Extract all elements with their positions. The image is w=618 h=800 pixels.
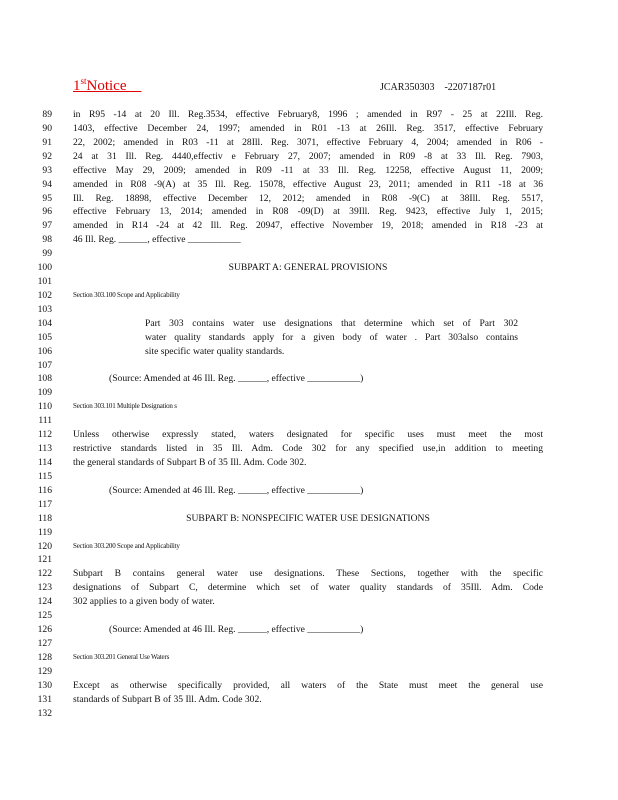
document-line: [0, 150, 618, 163]
line-number: 110: [37, 401, 52, 413]
line-text: amended in R14 -24 at 42 Ill. Reg. 20947, effective November 19, 2018; amended in R18 -23 at: [73, 220, 543, 232]
document-line: [0, 164, 618, 177]
document-line: [0, 456, 618, 469]
line-number: 92: [42, 150, 52, 162]
document-line: [0, 665, 618, 678]
document-line: [0, 512, 618, 525]
line-number: 111: [38, 415, 52, 427]
line-text: 1403, effective December 24, 1997; amended in R01 -13 at 26Ill. Reg. 3517, effective February: [73, 122, 543, 134]
line-number: 102: [37, 289, 52, 301]
line-number: 112: [37, 429, 52, 441]
document-line: [0, 275, 618, 288]
document-line: [0, 345, 618, 358]
line-number: 119: [37, 526, 52, 538]
line-number: 129: [37, 665, 52, 677]
line-text: restrictive standards listed in 35 Ill. Adm. Code 302 for any specified use,in addition to meeting: [73, 443, 543, 455]
line-text: 24 at 31 Ill. Reg. 4440,effectiv e February 27, 2007; amended in R09 -8 at 33 Ill. Reg. 7903,: [73, 150, 543, 162]
document-line: [0, 178, 618, 191]
document-line: [0, 567, 618, 580]
line-number: 116: [37, 484, 52, 496]
notice-title: 1stNotice: [73, 76, 127, 94]
line-text: effective May 29, 2009; amended in R09 -11 at 33 Ill. Reg. 12258, effective August 11, 2009;: [73, 164, 543, 176]
line-number: 122: [37, 568, 52, 580]
line-number: 126: [37, 624, 52, 636]
section-heading: Section 303.100 Scope and Applicability: [73, 290, 180, 299]
line-number: 105: [37, 331, 52, 343]
source-note: (Source: Amended at 46 Ill. Reg. ______, effective ___________): [109, 373, 364, 385]
line-text: designations of Subpart C, determine which set of water quality standards of 35Ill. Adm. Code: [73, 582, 543, 594]
document-line: [0, 693, 618, 706]
line-text: Unless otherwise expressly stated, waters designated for specific uses must meet the most: [73, 429, 543, 441]
document-line: [0, 526, 618, 539]
line-number: 114: [37, 457, 52, 468]
line-number: 120: [37, 540, 52, 552]
line-number: 94: [42, 178, 52, 190]
document-code: JCAR350303 -2207187r01: [380, 82, 497, 93]
line-number: 131: [37, 693, 52, 705]
line-text: amended in R08 -9(A) at 35 Ill. Reg. 15078, effective August 23, 2011; amended in R11 -18 at 36: [73, 178, 543, 190]
document-line: [0, 553, 618, 566]
line-text: effective February 13, 2014; amended in R08 -09(D) at 39Ill. Reg. 9423, effective July 1, 2015;: [73, 206, 543, 218]
line-number: 130: [37, 679, 52, 691]
document-line: [0, 623, 618, 636]
document-line: [0, 331, 618, 344]
line-text: Ill. Reg. 18898, effective December 12, 2012; amended in R08 -9(C) at 38Ill. Reg. 5517,: [73, 192, 543, 204]
document-line: [0, 484, 618, 497]
line-text: site specific water quality standards.: [145, 345, 285, 357]
subpart-heading: SUBPART A: GENERAL PROVISIONS: [228, 262, 388, 274]
line-text: 46 Ill. Reg. ______, effective ___________: [73, 234, 241, 246]
line-number: 132: [37, 707, 52, 719]
document-line: [0, 108, 618, 121]
line-text: 22, 2002; amended in R03 -11 at 28Ill. Reg. 3071, effective February 4, 2004; amended in R06 -: [73, 136, 543, 148]
document-line: [0, 303, 618, 316]
document-line: [0, 428, 618, 441]
line-number: 101: [37, 276, 52, 288]
line-text: 302 applies to a given body of water.: [73, 596, 215, 608]
line-number: 128: [37, 651, 52, 663]
line-number: 115: [37, 470, 52, 482]
line-text: water quality standards apply for a given body of water . Part 303also contains: [145, 331, 518, 343]
document-line: [0, 595, 618, 608]
document-line: [0, 289, 618, 302]
document-line: [0, 192, 618, 205]
line-number: 98: [42, 234, 52, 246]
document-line: [0, 609, 618, 622]
line-number: 91: [42, 136, 52, 148]
document-line: [0, 651, 618, 664]
source-note: (Source: Amended at 46 Ill. Reg. ______, effective ___________): [109, 624, 364, 636]
line-text: in R95 -14 at 20 Ill. Reg.3534, effective February8, 1996 ; amended in R97 - 25 at 22Ill. Reg.: [73, 109, 543, 120]
section-heading: Section 303.200 Scope and Applicability: [73, 541, 180, 550]
line-number: 124: [37, 596, 52, 608]
line-number: 108: [37, 373, 52, 385]
document-line: [0, 637, 618, 650]
line-number: 109: [37, 387, 52, 399]
document-line: [0, 317, 618, 330]
line-text: standards of Subpart B of 35 Ill. Adm. Code 302.: [73, 693, 262, 705]
document-line: [0, 442, 618, 455]
line-text: Subpart B contains general water use designations. These Sections, together with the specific: [73, 568, 543, 580]
document-line: [0, 372, 618, 385]
line-number: 107: [37, 359, 52, 371]
line-number: 123: [37, 582, 52, 594]
line-text: Part 303 contains water use designations that determine which set of Part 302: [145, 317, 518, 329]
subpart-heading: SUBPART B: NONSPECIFIC WATER USE DESIGNATIONS: [186, 512, 430, 524]
line-number: 90: [42, 122, 52, 134]
line-number: 117: [37, 498, 52, 510]
line-number: 89: [42, 109, 52, 120]
document-line: [0, 414, 618, 427]
document-line: [0, 679, 618, 692]
line-number: 100: [37, 262, 52, 274]
document-line: [0, 233, 618, 246]
document-line: [0, 219, 618, 232]
line-number: 113: [37, 443, 52, 455]
document-line: [0, 386, 618, 399]
line-text: Except as otherwise specifically provided, all waters of the State must meet the general use: [73, 679, 543, 691]
document-line: [0, 247, 618, 260]
line-number: 96: [42, 206, 52, 218]
line-number: 99: [42, 248, 52, 260]
document-line: [0, 707, 618, 720]
line-number: 95: [42, 192, 52, 204]
document-line: [0, 581, 618, 594]
line-number: 93: [42, 164, 52, 176]
document-line: [0, 261, 618, 274]
source-note: (Source: Amended at 46 Ill. Reg. ______, effective ___________): [109, 484, 364, 496]
line-number: 104: [37, 317, 52, 329]
document-line: [0, 136, 618, 149]
document-line: [0, 470, 618, 483]
line-number: 121: [37, 554, 52, 566]
line-number: 125: [37, 610, 52, 622]
line-number: 118: [37, 512, 52, 524]
line-number: 97: [42, 220, 52, 232]
line-number: 106: [37, 345, 52, 357]
document-line: [0, 122, 618, 135]
document-line: [0, 400, 618, 413]
line-number: 127: [37, 637, 52, 649]
document-line: [0, 359, 618, 372]
section-heading: Section 303.201 General Use Waters: [73, 652, 170, 661]
line-text: the general standards of Subpart B of 35 Ill. Adm. Code 302.: [73, 457, 307, 468]
document-line: [0, 205, 618, 218]
document-line: [0, 540, 618, 553]
line-number: 103: [37, 303, 52, 315]
document-line: [0, 498, 618, 511]
section-heading: Section 303.101 Multiple Designation s: [73, 402, 177, 411]
